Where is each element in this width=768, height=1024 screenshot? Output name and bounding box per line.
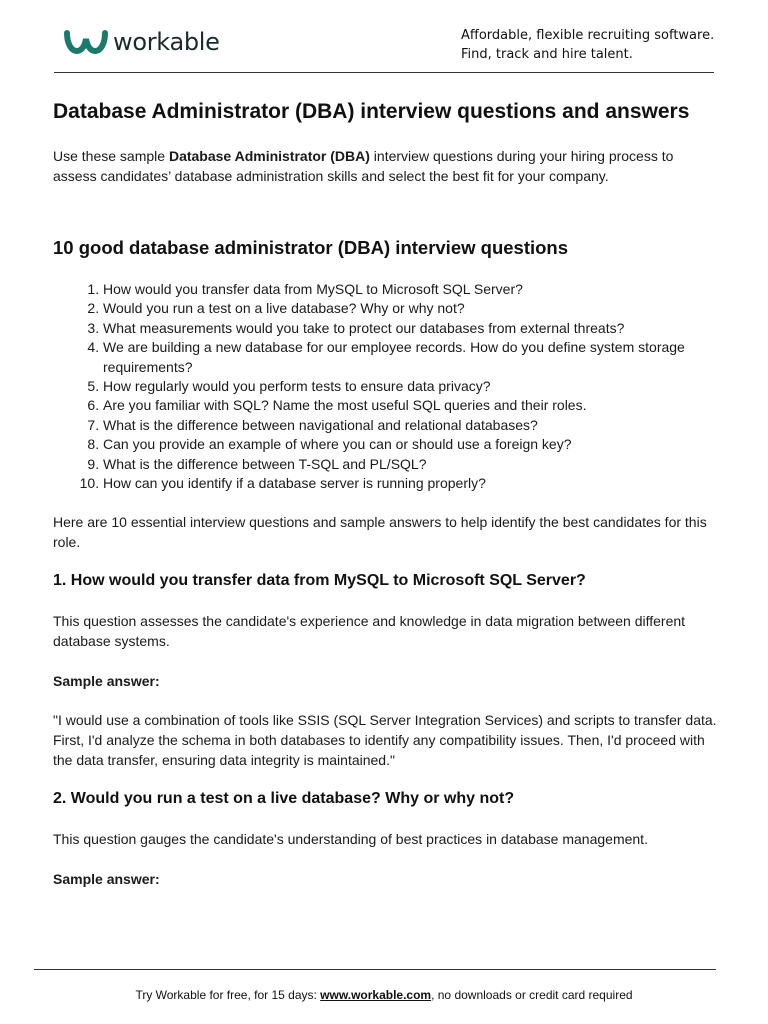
section-1-answer: "I would use a combination of tools like SSIS (SQL Server Integration Services) and scripts to transfer data. First, I'd analyze the schema in both databases to identify any compatibility issues. Then, I'd proceed with the data transfer, ensuring data integrity is maintained." bbox=[53, 712, 717, 769]
questions-heading: 10 good database administrator (DBA) interview questions bbox=[53, 237, 569, 258]
question-item: 4. We are building a new database for our employee records. How do you define system storage requirements? bbox=[103, 338, 718, 377]
tagline-line-1: Affordable, flexible recruiting software. bbox=[461, 28, 715, 43]
section-2-description: This question gauges the candidate's understanding of best practices in database management. bbox=[53, 831, 648, 848]
workable-logo-icon bbox=[64, 29, 108, 55]
question-item: 9. What is the difference between T-SQL and PL/SQL? bbox=[103, 455, 718, 474]
question-item: 6. Are you familiar with SQL? Name the most useful SQL queries and their roles. bbox=[103, 396, 718, 415]
tagline-line-2: Find, track and hire talent. bbox=[461, 47, 633, 62]
section-1-heading: 1. How would you transfer data from MySQL to Microsoft SQL Server? bbox=[53, 572, 586, 590]
question-item: 8. Can you provide an example of where you can or should use a foreign key? bbox=[103, 435, 718, 454]
section-2-heading: 2. Would you run a test on a live database? Why or why not? bbox=[53, 790, 515, 808]
footer-prefix: Try Workable for free, for 15 days: bbox=[135, 988, 321, 1002]
question-item: 10. How can you identify if a database server is running properly? bbox=[103, 474, 718, 493]
page-title: Database Administrator (DBA) interview questions and answers bbox=[53, 100, 690, 123]
logo-text: workable bbox=[113, 28, 220, 56]
page-footer bbox=[0, 987, 768, 1003]
questions-list bbox=[53, 280, 718, 493]
question-item: 3. What measurements would you take to protect our databases from external threats? bbox=[103, 319, 718, 338]
footer-suffix: , no downloads or credit card required bbox=[431, 988, 633, 1002]
question-item: 5. How regularly would you perform tests to ensure data privacy? bbox=[103, 377, 718, 396]
page-header bbox=[0, 0, 768, 74]
header-divider bbox=[54, 72, 714, 73]
intro-prefix: Use these sample bbox=[53, 148, 169, 164]
section-2-answer-label: Sample answer: bbox=[53, 871, 160, 888]
intro-paragraph bbox=[53, 146, 718, 186]
workable-logo[interactable] bbox=[64, 29, 220, 55]
document-body bbox=[53, 96, 718, 889]
header-tagline bbox=[461, 26, 714, 64]
question-item: 2. Would you run a test on a live database? Why or why not? bbox=[103, 299, 718, 318]
footer-divider bbox=[34, 969, 716, 970]
question-item: 7. What is the difference between navigational and relational databases? bbox=[103, 416, 718, 435]
summary-paragraph: Here are 10 essential interview questions and sample answers to help identify the best candidates for this role. bbox=[53, 514, 707, 551]
intro-suffix: interview questions during your hiring process to assess candidates’ database administration skills and select the best fit for your company. bbox=[53, 148, 674, 184]
question-item: 1. How would you transfer data from MySQL to Microsoft SQL Server? bbox=[103, 280, 718, 299]
section-1-answer-label: Sample answer: bbox=[53, 673, 160, 690]
section-1-description: This question assesses the candidate's experience and knowledge in data migration between different database systems. bbox=[53, 613, 686, 650]
intro-bold: Database Administrator (DBA) bbox=[168, 148, 370, 164]
footer-link[interactable]: www.workable.com bbox=[320, 988, 432, 1002]
